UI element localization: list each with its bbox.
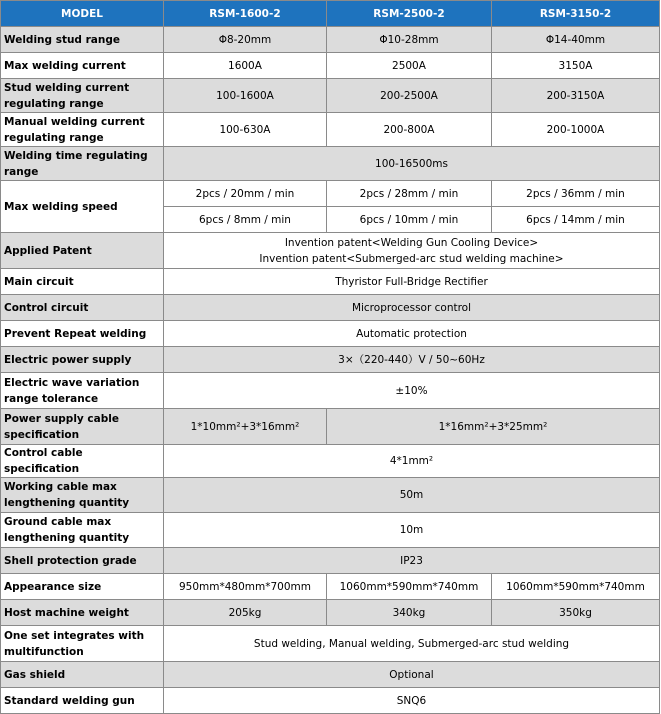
row-gas [1,662,660,688]
row-label: Max welding current [1,53,164,79]
row-max-speed-a [1,181,660,207]
cell-all-models: Automatic protection [163,321,659,347]
row-label: Ground cable max lengthening quantity [1,513,164,548]
cell-all-models: SNQ6 [163,688,659,714]
row-label: Standard welding gun [1,688,164,714]
row-size [1,574,660,600]
header-row [1,1,660,27]
row-label: Prevent Repeat welding [1,321,164,347]
cell-all-models: 100-16500ms [163,147,659,181]
row-label: One set integrates with multifunction [1,626,164,662]
row-patent [1,233,660,269]
row-multifunction [1,626,660,662]
cell-rsm-2500: 2500A [326,53,491,79]
cell-rsm-1600: Φ8-20mm [163,27,326,53]
patent-line-2: Invention patent<Submerged-arc stud welding machine> [259,252,564,265]
row-label: Appearance size [1,574,164,600]
row-label: Stud welding current regulating range [1,79,164,113]
cell-rsm-3150: 200-3150A [491,79,659,113]
row-label: Welding stud range [1,27,164,53]
cell-all-models: ±10% [163,373,659,409]
row-label: Welding time regulating range [1,147,164,181]
cell-rsm-2500: 6pcs / 10mm / min [326,207,491,233]
row-label: Power supply cable specification [1,409,164,445]
row-control-cable [1,445,660,478]
header-rsm-1600-2: RSM-1600-2 [163,1,326,27]
cell-all-models: Optional [163,662,659,688]
cell-rsm-3150: 3150A [491,53,659,79]
cell-rsm-1600: 1*10mm²+3*16mm² [163,409,326,445]
row-time-range [1,147,660,181]
row-label: Manual welding current regulating range [1,113,164,147]
row-power-cable [1,409,660,445]
row-label: Host machine weight [1,600,164,626]
row-stud-range [1,27,660,53]
cell-rsm-2500: 1060mm*590mm*740mm [326,574,491,600]
row-repeat [1,321,660,347]
row-label: Electric power supply [1,347,164,373]
row-label: Main circuit [1,269,164,295]
cell-rsm-1600: 6pcs / 8mm / min [163,207,326,233]
cell-rsm-2500: 2pcs / 28mm / min [326,181,491,207]
row-tolerance [1,373,660,409]
cell-rsm-3150: 2pcs / 36mm / min [491,181,659,207]
cell-all-models: Thyristor Full-Bridge Rectifier [163,269,659,295]
cell-all-models: Microprocessor control [163,295,659,321]
row-working-cable [1,478,660,513]
cell-rsm-1600: 100-1600A [163,79,326,113]
cell-rsm-1600: 950mm*480mm*700mm [163,574,326,600]
cell-rsm-2500: 340kg [326,600,491,626]
row-label: Max welding speed [1,181,164,233]
row-stud-current [1,79,660,113]
row-label: Gas shield [1,662,164,688]
row-power [1,347,660,373]
row-label: Electric wave variation range tolerance [1,373,164,409]
cell-rsm-1600: 2pcs / 20mm / min [163,181,326,207]
row-manual-current [1,113,660,147]
header-model: MODEL [1,1,164,27]
cell-rsm-2500: 200-800A [326,113,491,147]
cell-rsm-3150: 350kg [491,600,659,626]
cell-all-models [163,233,659,269]
row-control-circuit [1,295,660,321]
cell-rsm-3150: 200-1000A [491,113,659,147]
row-weight [1,600,660,626]
cell-rsm-1600: 1600A [163,53,326,79]
cell-rsm-3150: Φ14-40mm [491,27,659,53]
cell-rsm-2500: Φ10-28mm [326,27,491,53]
cell-all-models: 4*1mm² [163,445,659,478]
header-rsm-3150-2: RSM-3150-2 [491,1,659,27]
row-max-current [1,53,660,79]
cell-rsm-3150: 1060mm*590mm*740mm [491,574,659,600]
cell-all-models: 50m [163,478,659,513]
cell-all-models: Stud welding, Manual welding, Submerged-arc stud welding [163,626,659,662]
row-label: Applied Patent [1,233,164,269]
row-shell [1,548,660,574]
cell-all-models: IP23 [163,548,659,574]
row-label: Shell protection grade [1,548,164,574]
row-label: Control circuit [1,295,164,321]
cell-rsm-3150: 6pcs / 14mm / min [491,207,659,233]
patent-line-1: Invention patent<Welding Gun Cooling Device> [284,236,539,249]
cell-rsm-2500: 200-2500A [326,79,491,113]
row-gun [1,688,660,714]
cell-all-models: 10m [163,513,659,548]
row-label: Control cable specification [1,445,164,478]
row-main-circuit [1,269,660,295]
cell-rsm-2500-3150: 1*16mm²+3*25mm² [326,409,659,445]
header-rsm-2500-2: RSM-2500-2 [326,1,491,27]
cell-rsm-1600: 205kg [163,600,326,626]
row-ground-cable [1,513,660,548]
row-label: Working cable max lengthening quantity [1,478,164,513]
cell-all-models: 3×（220-440）V / 50~60Hz [163,347,659,373]
cell-rsm-1600: 100-630A [163,113,326,147]
